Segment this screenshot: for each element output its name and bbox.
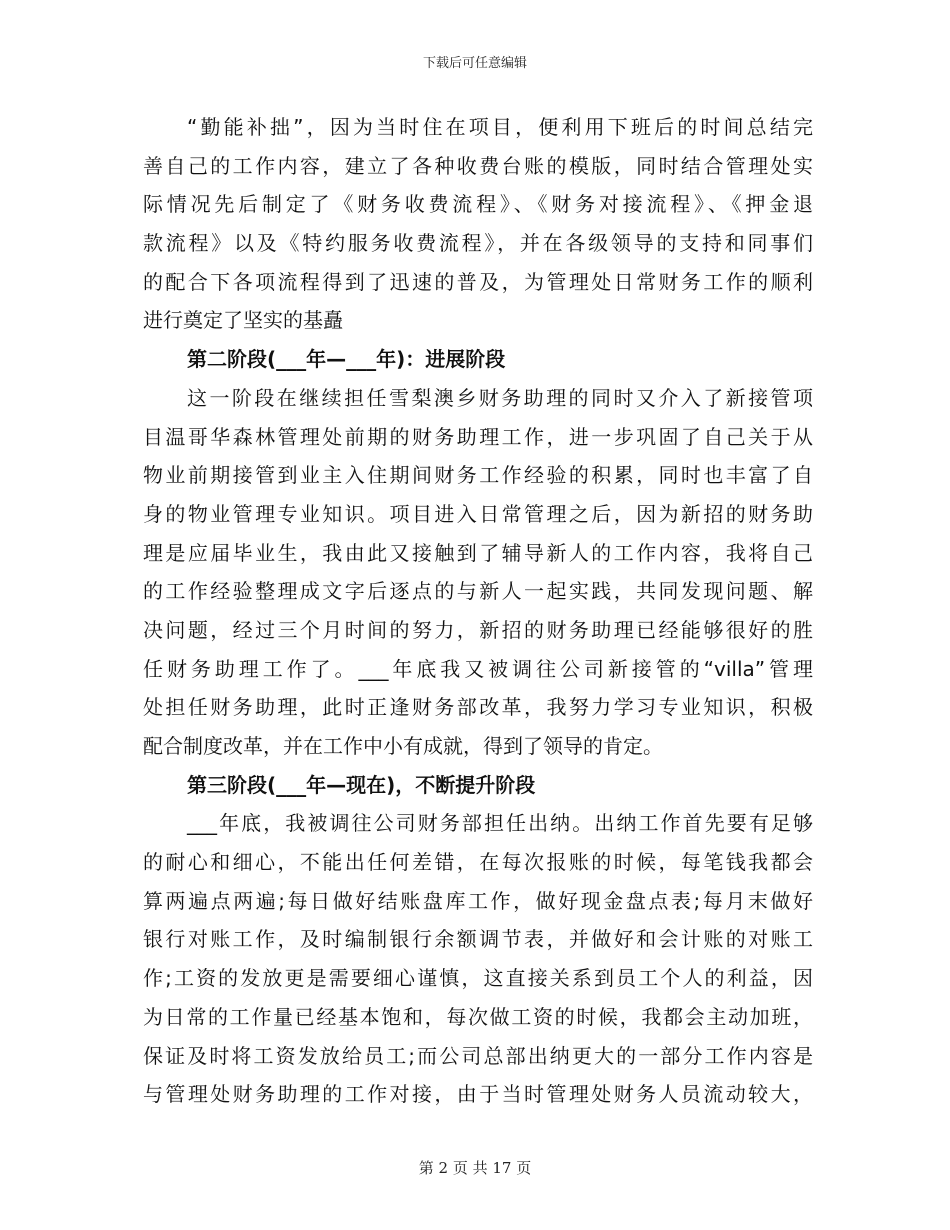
paragraph-line: 身的物业管理专业知识。项目进入日常管理之后，因为新招的财务助 [143,501,813,526]
paragraph-line: 处担任财务助理，此时正逢财务部改革，我努力学习专业知识，积极 [143,695,813,720]
paragraph-line: 际情况先后制定了《财务收费流程》、《财务对接流程》、《押金退 [143,192,813,217]
paragraph-line: 的配合下各项流程得到了迅速的普及，为管理处日常财务工作的顺利 [143,269,813,294]
page-header: 下载后可任意编辑 [422,56,527,71]
paragraph-line: 决问题，经过三个月时间的努力，新招的财务助理已经能够很好的胜 [143,617,813,642]
paragraph-line: 配合制度改革，并在工作中小有成就，得到了领导的肯定。 [143,734,663,758]
paragraph-line: 善自己的工作内容，建立了各种收费台账的模版，同时结合管理处实 [143,153,813,178]
section-heading-stage-three: 第三阶段(___年—现在)，不断提升阶段 [187,772,536,797]
paragraph-line: 目温哥华森林管理处前期的财务助理工作，进一步巩固了自己关于从 [143,424,813,449]
paragraph-line: “勤能补拙”，因为当时住在项目，便利用下班后的时间总结完 [187,115,813,139]
paragraph-line: 理是应届毕业生，我由此又接触到了辅导新人的工作内容，我将自己 [143,540,813,565]
paragraph-line: 的工作经验整理成文字后逐点的与新人一起实践，共同发现问题、解 [143,579,813,604]
paragraph-line: 的耐心和细心，不能出任何差错，在每次报账的时候，每笔钱我都会 [143,850,813,875]
paragraph-line: 物业前期接管到业主入住期间财务工作经验的积累，同时也丰富了自 [143,463,813,488]
paragraph-line: 保证及时将工资发放给员工;而公司总部出纳更大的一部分工作内容是 [143,1043,813,1068]
paragraph-line: 进行奠定了坚实的基矗 [143,308,343,333]
paragraph-line: 作;工资的发放更是需要细心谨慎，这直接关系到员工个人的利益，因 [143,966,813,991]
paragraph-line: 算两遍点两遍;每日做好结账盘库工作，做好现金盘点表;每月末做好 [143,888,813,913]
section-heading-stage-two: 第二阶段(___年—___年)：进展阶段 [187,347,506,372]
paragraph-line: ___年底，我被调往公司财务部担任出纳。出纳工作首先要有足够 [187,811,813,836]
paragraph-line: 款流程》以及《特约服务收费流程》，并在各级领导的支持和同事们 [143,231,813,256]
paragraph-line: 这一阶段在继续担任雪梨澳乡财务助理的同时又介入了新接管项 [187,385,813,410]
paragraph-line: 银行对账工作，及时编制银行余额调节表，并做好和会计账的对账工 [143,927,813,952]
document-body [143,108,813,1114]
paragraph-line: 任财务助理工作了。___年底我又被调往公司新接管的“villa”管理 [143,656,813,681]
page-footer: 第 2 页 共 17 页 [418,1159,532,1177]
paragraph-line: 与管理处财务助理的工作对接，由于当时管理处财务人员流动较大， [143,1082,813,1107]
paragraph-line: 为日常的工作量已经基本饱和，每次做工资的时候，我都会主动加班， [143,1004,813,1029]
